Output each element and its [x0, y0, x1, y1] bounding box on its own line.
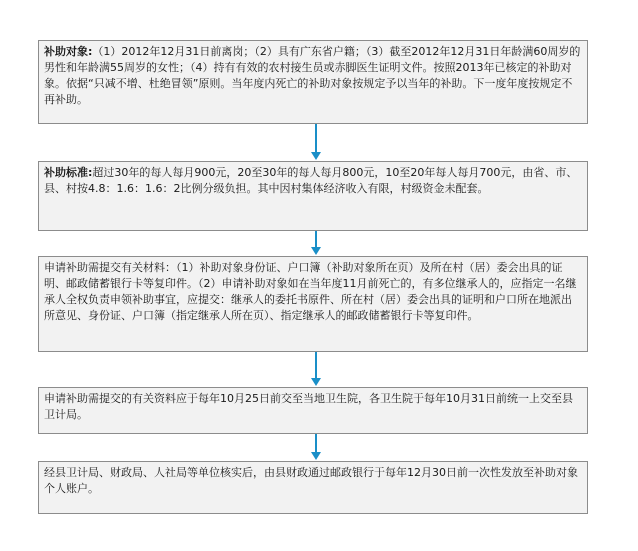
arrow-shaft — [315, 231, 317, 248]
arrow-shaft — [315, 434, 317, 453]
arrow-head-icon — [311, 378, 321, 386]
arrow-head-icon — [311, 152, 321, 160]
step-box-materials — [38, 256, 588, 352]
flow-arrow — [311, 231, 321, 256]
step-label: 补助标准: — [44, 166, 93, 179]
step-box-standard — [38, 161, 588, 231]
step-label: 补助对象: — [44, 45, 93, 58]
arrow-shaft — [315, 124, 317, 153]
arrow-shaft — [315, 352, 317, 379]
step-text: 申请补助需提交的有关资料应于每年10月25日前交至当地卫生院，各卫生院于每年10月31日前统一上交至县卫计局。 — [44, 392, 573, 421]
step-text: 超过30年的每人每月900元，20至30年的每人每月800元，10至20年每人每月700元，由省、市、县、村按4.8：1.6：1.6：2比例分级负担。其中因村集体经济收入有限，村级资金未配套。 — [44, 166, 578, 195]
arrow-head-icon — [311, 247, 321, 255]
flow-arrow — [311, 434, 321, 461]
step-text: （1）2012年12月31日前离岗；（2）具有广东省户籍；（3）截至2012年12月31日年龄满60周岁的男性和年龄满55周岁的女性；（4）持有有效的农村接生员或赤脚医生证明文件。按照2013年已核定的补助对象。依据“只减不增、杜绝冒领”原则。当年度内死亡的补助对象按规定予以当年的补助。下一度年度按规定不再补助。 — [44, 45, 581, 106]
flow-arrow — [311, 124, 321, 161]
step-box-submission — [38, 387, 588, 434]
step-box-payment — [38, 461, 588, 514]
arrow-head-icon — [311, 452, 321, 460]
step-text: 申请补助需提交有关材料：（1）补助对象身份证、户口簿（补助对象所在页）及所在村（居）委会出具的证明、邮政储蓄银行卡等复印件。（2）申请补助对象如在当年度11月前死亡的，有多位继承人的，应指定一名继承人全权负责申领补助事宜，应提交：继承人的委托书原件、所在村（居）委会出具的证明和户口所在地派出所意见、身份证、户口簿（指定继承人所在页）、指定继承人的邮政储蓄银行卡等复印件。 — [44, 261, 577, 322]
step-text: 经县卫计局、财政局、人社局等单位核实后，由县财政通过邮政银行于每年12月30日前一次性发放至补助对象个人账户。 — [44, 466, 578, 495]
flow-arrow — [311, 352, 321, 387]
step-box-recipients — [38, 40, 588, 124]
